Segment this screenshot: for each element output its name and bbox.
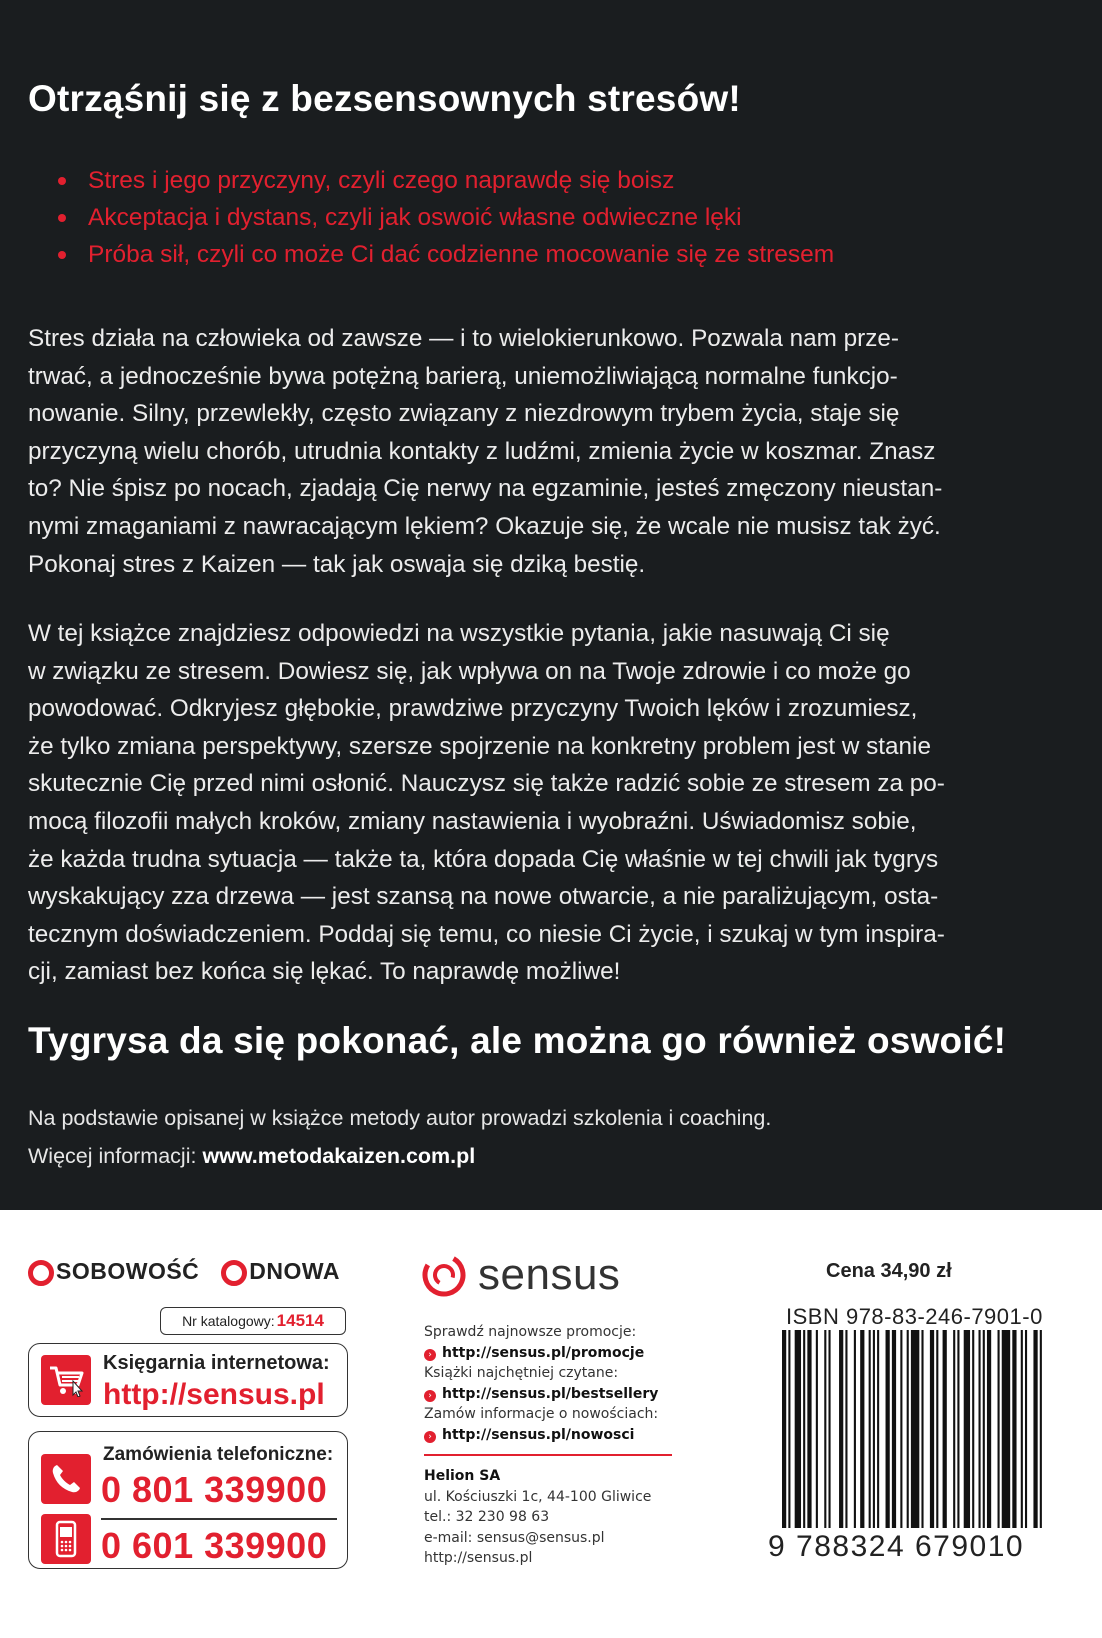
paragraph-line: cji, zamiast bez końca się lękać. To naprawdę możliwe! bbox=[28, 958, 621, 986]
more-info-label: Więcej informacji: bbox=[28, 1144, 203, 1168]
bullet-item: Próba sił, czyli co może Ci dać codzienne mocowanie się ze stresem bbox=[58, 236, 834, 273]
barcode-bar bbox=[892, 1330, 896, 1528]
paragraph-line: to? Nie śpisz po nocach, zjadają Cię nerwy na egzaminie, jesteś zmęczony nieustan- bbox=[28, 475, 943, 503]
barcode-bar bbox=[886, 1330, 890, 1528]
barcode-bar bbox=[782, 1330, 786, 1528]
author-note-line: Na podstawie opisanej w książce metody autor prowadzi szkolenia i coaching. bbox=[28, 1106, 772, 1130]
promotions-link[interactable]: http://sensus.pl/promocje bbox=[442, 1344, 645, 1361]
link-row bbox=[424, 1425, 658, 1446]
barcode-bar bbox=[921, 1330, 923, 1528]
barcode-bar bbox=[930, 1330, 934, 1528]
mobile-phone-icon bbox=[41, 1514, 91, 1564]
barcode-bar bbox=[957, 1330, 959, 1528]
barcode-bar bbox=[1021, 1330, 1023, 1528]
bullet-item: Stres i jego przyczyny, czyli czego naprawdę się boisz bbox=[58, 162, 834, 199]
barcode-bar bbox=[972, 1330, 974, 1528]
paragraph-line: nowanie. Silny, przewlekły, często związany z niezdrowym trybem życia, staje się bbox=[28, 400, 900, 428]
barcode-bar bbox=[1033, 1330, 1037, 1528]
publisher-address bbox=[424, 1466, 651, 1569]
catalog-number: 14514 bbox=[276, 1311, 324, 1330]
street-address: ul. Kościuszki 1c, 44-100 Gliwice bbox=[424, 1488, 652, 1505]
catalog-label: Nr katalogowy: bbox=[182, 1313, 275, 1329]
barcode-bar bbox=[824, 1330, 826, 1528]
barcode bbox=[782, 1330, 1044, 1528]
link-row bbox=[424, 1384, 658, 1405]
barcode-digits: 9 788324 679010 bbox=[768, 1530, 1025, 1563]
phone-label: Zamówienia telefoniczne: bbox=[103, 1444, 334, 1465]
bullet-list bbox=[58, 162, 834, 273]
link-caption: Zamów informacje o nowościach: bbox=[424, 1406, 659, 1422]
arrow-right-icon: › bbox=[424, 1349, 436, 1361]
divider bbox=[101, 1518, 337, 1520]
paragraph-line: wyskakujący zza drzewa — jest szansą na nowe otwarcie, a nie paraliżującym, osta- bbox=[28, 883, 939, 911]
catalog-number-badge bbox=[160, 1307, 346, 1335]
telephone-handset-icon bbox=[41, 1454, 91, 1504]
barcode-bar bbox=[953, 1330, 955, 1528]
description-paragraph-2 bbox=[28, 615, 1038, 991]
barcode-bar bbox=[807, 1330, 811, 1528]
arrow-right-icon: › bbox=[424, 1431, 436, 1443]
headline-bottom: Tygrysa da się pokonać, ale można go również oswoić! bbox=[28, 1020, 1007, 1061]
paragraph-line: że tylko zmiana perspektywy, szersze spojrzenie na konkretny problem jest w stanie bbox=[28, 732, 931, 760]
barcode-bar bbox=[1012, 1330, 1016, 1528]
headline-top: Otrząśnij się z bezsensownych stresów! bbox=[28, 78, 741, 119]
barcode-bar bbox=[983, 1330, 985, 1528]
mobile-number[interactable]: 0 601 339900 bbox=[101, 1525, 328, 1566]
barcode-bar bbox=[869, 1330, 871, 1528]
bullet-item: Akceptacja i dystans, czyli jak oswoić własne odwieczne lęki bbox=[58, 199, 834, 236]
shop-link[interactable]: http://sensus.pl bbox=[103, 1378, 325, 1411]
barcode-bar bbox=[1025, 1330, 1027, 1528]
barcode-bar bbox=[964, 1330, 970, 1528]
barcode-bar bbox=[845, 1330, 847, 1528]
paragraph-line: przyczyną wielu chorób, utrudnia kontakty z ludźmi, zmienia życie w koszmar. Znasz bbox=[28, 437, 936, 465]
email[interactable]: e-mail: sensus@sensus.pl bbox=[424, 1529, 605, 1546]
paragraph-line: Stres działa na człowieka od zawsze — i to wielokierunkowo. Pozwala nam prze- bbox=[28, 325, 900, 352]
divider bbox=[424, 1454, 672, 1456]
red-o-ring-icon bbox=[28, 1260, 54, 1286]
barcode-bar bbox=[1040, 1330, 1042, 1528]
sensus-links bbox=[424, 1322, 658, 1445]
price: Cena 34,90 zł bbox=[826, 1260, 952, 1282]
barcode-bar bbox=[839, 1330, 843, 1528]
sensus-swirl-icon bbox=[422, 1253, 466, 1297]
barcode-bar bbox=[873, 1330, 875, 1528]
isbn: ISBN 978-83-246-7901-0 bbox=[786, 1304, 1043, 1329]
arrow-right-icon: › bbox=[424, 1390, 436, 1402]
barcode-bar bbox=[803, 1330, 805, 1528]
barcode-bar bbox=[987, 1330, 991, 1528]
paragraph-line: mocą filozofii małych kroków, zmiany nastawienia i wyobraźni. Uświadomisz sobie, bbox=[28, 807, 917, 835]
website[interactable]: http://sensus.pl bbox=[424, 1550, 533, 1566]
barcode-bar bbox=[979, 1330, 981, 1528]
sensus-wordmark: sensus bbox=[478, 1250, 621, 1299]
description-paragraph-1 bbox=[28, 320, 1038, 583]
shopping-cart-icon bbox=[41, 1355, 91, 1405]
barcode-bar bbox=[911, 1330, 919, 1528]
paragraph-line: że każda trudna sytuacja — także ta, która dopada Cię właśnie w tej chwili jak tygrys bbox=[28, 845, 939, 873]
barcode-bar bbox=[854, 1330, 856, 1528]
bestsellers-link[interactable]: http://sensus.pl/bestsellery bbox=[442, 1385, 659, 1402]
barcode-bar bbox=[943, 1330, 947, 1528]
series-logo bbox=[28, 1258, 340, 1285]
barcode-bar bbox=[860, 1330, 864, 1528]
barcode-bar bbox=[788, 1330, 790, 1528]
barcode-bar bbox=[828, 1330, 830, 1528]
phone-orders-box bbox=[28, 1431, 348, 1569]
paragraph-line: W tej książce znajdziesz odpowiedzi na wszystkie pytania, jakie nasuwają Ci się bbox=[28, 620, 890, 647]
shop-label: Księgarnia internetowa: bbox=[103, 1352, 330, 1374]
more-info-line bbox=[28, 1137, 771, 1175]
barcode-bar bbox=[936, 1330, 938, 1528]
online-shop-box bbox=[28, 1343, 348, 1417]
barcode-bar bbox=[816, 1330, 818, 1528]
website-link[interactable]: www.metodakaizen.com.pl bbox=[202, 1144, 476, 1168]
paragraph-line: skutecznie Cię przed nimi osłonić. Nauczysz się także radzić sobie ze stresem za po- bbox=[28, 770, 945, 798]
paragraph-line: Pokonaj stres z Kaizen — tak jak oswaja się dziką bestię. bbox=[28, 550, 646, 578]
paragraph-line: nymi zmaganiami z nawracającym lękiem? Okazuje się, że wcale nie musisz tak żyć. bbox=[28, 512, 941, 540]
paragraph-line: trwać, a jednocześnie bywa potężną barierą, uniemożliwiającą normalne funkcjo- bbox=[28, 362, 898, 390]
link-caption: Książki najchętniej czytane: bbox=[424, 1365, 619, 1381]
barcode-bar bbox=[877, 1330, 879, 1528]
barcode-bar bbox=[900, 1330, 902, 1528]
paragraph-line: powodować. Odkryjesz głębokie, prawdziwe przyczyny Twoich lęków i zrozumiesz, bbox=[28, 695, 918, 723]
landline-number[interactable]: 0 801 339900 bbox=[101, 1469, 328, 1510]
link-row bbox=[424, 1343, 658, 1364]
new-releases-link[interactable]: http://sensus.pl/nowosci bbox=[442, 1426, 635, 1443]
barcode-bar bbox=[998, 1330, 1000, 1528]
paragraph-line: w związku ze stresem. Dowiesz się, jak wpływa on na Twoje zdrowie i co może go bbox=[28, 657, 911, 685]
red-o-ring-icon bbox=[221, 1260, 247, 1286]
company-name: Helion SA bbox=[424, 1468, 501, 1484]
paragraph-line: tecznym doświadczeniem. Poddaj się temu, co niesie Ci życie, i szukaj w tym inspira- bbox=[28, 920, 945, 948]
link-caption: Sprawdź najnowsze promocje: bbox=[424, 1324, 637, 1340]
barcode-bar bbox=[795, 1330, 801, 1528]
series-word-2: DNOWA bbox=[249, 1258, 340, 1284]
series-word-1: SOBOWOŚĆ bbox=[56, 1258, 200, 1284]
barcode-bar bbox=[907, 1330, 909, 1528]
author-note bbox=[28, 1099, 771, 1175]
sensus-logo bbox=[422, 1250, 620, 1300]
barcode-bar bbox=[1002, 1330, 1010, 1528]
telephone: tel.: 32 230 98 63 bbox=[424, 1509, 550, 1525]
